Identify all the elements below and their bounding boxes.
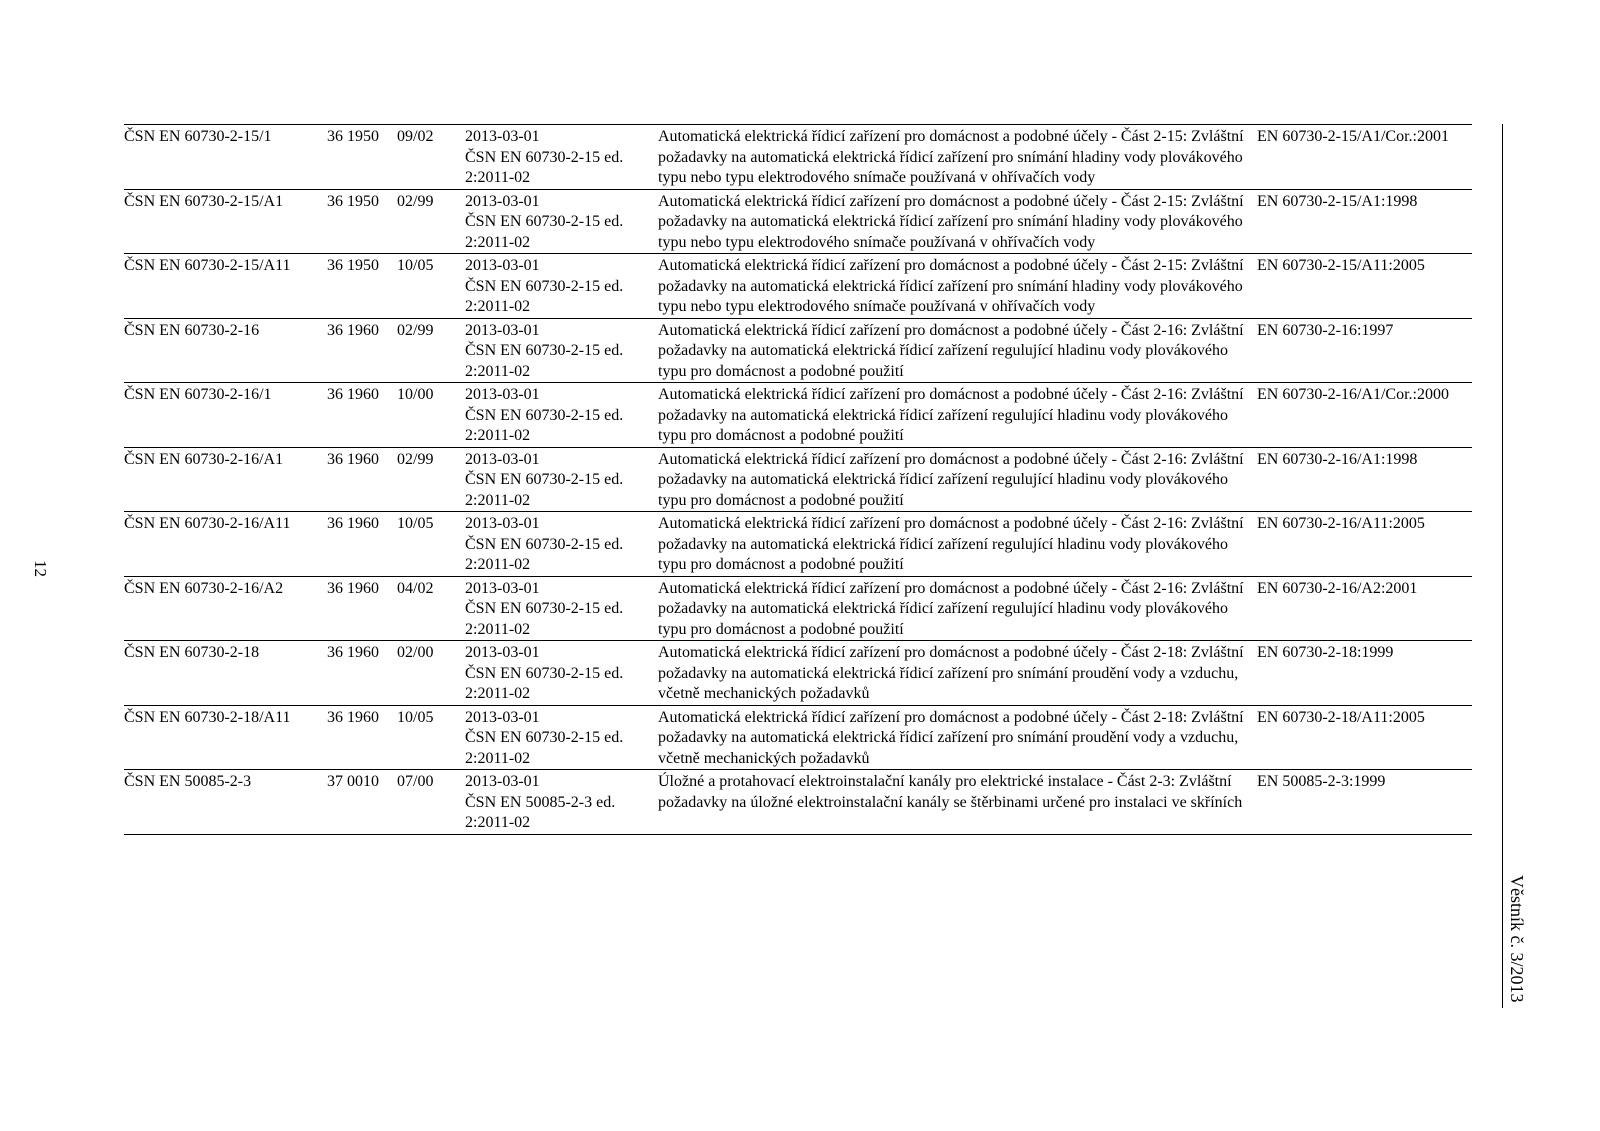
replacement-line: 2013-03-01 [465,257,540,274]
standard-title: Automatická elektrická řídicí zařízení pro domácnost a podobné účely - Část 2-15: Zvláštní požadavky na automatická elektrická řídicí zařízení pro snímání hladiny vody plovákového typu nebo typu elektrodového snímače používaná v ohřívačích vody [658,128,1244,186]
replacement-line: 2013-03-01 [465,708,540,726]
replacement-info [465,512,658,577]
standard-code: ČSN EN 60730-2-18/A11 [124,708,291,726]
standard-code: ČSN EN 60730-2-16/1 [124,386,272,403]
standard-title: Automatická elektrická řídicí zařízení pro domácnost a podobné účely - Část 2-18: Zvláštní požadavky na automatická elektrická řídicí zařízení pro snímání proudění vody a vzduchu, včetně mechanických požadavků [658,644,1244,702]
standards-table-body [124,125,1472,835]
journal-label: Věstník č. 3/2013 [1507,875,1527,1003]
replacement-line: 2:2011-02 [465,814,531,831]
replacement-info [465,383,658,448]
issue-date: 10/05 [397,515,434,532]
replacement-line: 2013-03-01 [465,644,540,661]
standard-title: Automatická elektrická řídicí zařízení pro domácnost a podobné účely - Část 2-18: Zvláštní požadavky na automatická elektrická řídicí zařízení pro snímání proudění vody a vzduchu, včetně mechanických požadavků [658,708,1244,767]
replacement-line: 2:2011-02 [465,169,531,186]
en-reference: EN 60730-2-16/A1:1998 [1257,450,1418,468]
replacement-line: 2013-03-01 [465,773,540,790]
replacement-line: ČSN EN 60730-2-15 ed. [465,664,624,682]
standard-title: Automatická elektrická řídicí zařízení pro domácnost a podobné účely - Část 2-16: Zvláštní požadavky na automatická elektrická řídicí zařízení regulující hladinu vody plovákového typu pro domácnost a podobné použití [658,386,1244,444]
replacement-line: 2:2011-02 [465,749,531,767]
replacement-line: ČSN EN 60730-2-15 ed. [465,406,624,424]
table-row [124,641,1472,706]
class-number: 36 1960 [327,644,379,661]
replacement-line: 2013-03-01 [465,321,540,339]
replacement-line: ČSN EN 60730-2-15 ed. [465,600,624,617]
replacement-line: 2:2011-02 [465,362,531,380]
issue-date: 02/99 [397,450,434,468]
en-reference: EN 60730-2-16/A2:2001 [1257,579,1418,597]
class-number: 36 1960 [327,579,379,597]
standard-code: ČSN EN 60730-2-16/A11 [124,515,291,532]
replacement-info [465,705,658,770]
replacement-info [465,125,658,190]
replacement-info [465,770,658,835]
replacement-line: 2013-03-01 [465,192,540,210]
standard-code: ČSN EN 60730-2-18 [124,644,260,661]
en-reference: EN 60730-2-18:1999 [1257,644,1394,661]
standard-code: ČSN EN 60730-2-15/A11 [124,257,291,274]
replacement-line: 2:2011-02 [465,233,531,251]
standard-code: ČSN EN 60730-2-15/A1 [124,192,284,210]
standard-title: Automatická elektrická řídicí zařízení pro domácnost a podobné účely - Část 2-16: Zvláštní požadavky na automatická elektrická řídicí zařízení regulující hladinu vody plovákového typu pro domácnost a podobné použití [658,450,1244,509]
standard-title: Automatická elektrická řídicí zařízení pro domácnost a podobné účely - Část 2-15: Zvláštní požadavky na automatická elektrická řídicí zařízení pro snímání hladiny vody plovákového typu nebo typu elektrodového snímače používaná v ohřívačích vody [658,257,1244,315]
standard-code: ČSN EN 60730-2-16/A2 [124,579,284,597]
issue-date: 10/05 [397,708,434,726]
table-row [124,576,1472,641]
en-reference: EN 60730-2-15/A1:1998 [1257,192,1418,210]
table-row [124,770,1472,835]
replacement-line: 2:2011-02 [465,685,531,702]
replacement-line: 2013-03-01 [465,515,540,532]
replacement-line: ČSN EN 60730-2-15 ed. [465,535,624,553]
issue-date: 02/99 [397,192,434,210]
replacement-line: 2:2011-02 [465,620,531,638]
replacement-info [465,318,658,383]
replacement-line: ČSN EN 60730-2-15 ed. [465,729,624,746]
replacement-line: 2013-03-01 [465,450,540,468]
replacement-info [465,641,658,706]
standard-title: Automatická elektrická řídicí zařízení pro domácnost a podobné účely - Část 2-16: Zvláštní požadavky na automatická elektrická řídicí zařízení regulující hladinu vody plovákového typu pro domácnost a podobné použití [658,579,1244,638]
standard-code: ČSN EN 60730-2-15/1 [124,128,272,145]
class-number: 36 1960 [327,321,379,339]
replacement-line: ČSN EN 60730-2-15 ed. [465,148,624,166]
table-row [124,447,1472,512]
replacement-line: ČSN EN 60730-2-15 ed. [465,471,624,488]
class-number: 36 1960 [327,515,379,532]
replacement-line: ČSN EN 60730-2-15 ed. [465,342,624,359]
issue-date: 02/99 [397,321,434,339]
issue-date: 09/02 [397,128,434,145]
table-row [124,512,1472,577]
replacement-line: ČSN EN 60730-2-15 ed. [465,213,624,230]
replacement-info [465,576,658,641]
en-reference: EN 60730-2-16:1997 [1257,321,1394,339]
side-rule [1502,124,1503,1008]
replacement-info [465,254,658,319]
standard-title: Úložné a protahovací elektroinstalační kanály pro elektrické instalace - Část 2-3: Zvláštní požadavky na úložné elektroinstalační kanály se štěrbinami určené pro instalaci ve skříních [658,773,1243,811]
replacement-info [465,189,658,254]
en-reference: EN 60730-2-15/A11:2005 [1257,257,1425,274]
en-reference: EN 50085-2-3:1999 [1257,773,1386,790]
standard-code: ČSN EN 60730-2-16/A1 [124,450,284,468]
class-number: 37 0010 [327,773,379,790]
replacement-line: 2:2011-02 [465,556,531,573]
replacement-line: 2:2011-02 [465,491,531,509]
table-row [124,254,1472,319]
en-reference: EN 60730-2-15/A1/Cor.:2001 [1257,128,1449,145]
replacement-line: 2013-03-01 [465,128,540,145]
replacement-line: 2:2011-02 [465,298,531,315]
class-number: 36 1960 [327,708,379,726]
replacement-line: 2013-03-01 [465,579,540,597]
en-reference: EN 60730-2-18/A11:2005 [1257,708,1425,726]
issue-date: 07/00 [397,773,434,790]
replacement-line: ČSN EN 50085-2-3 ed. [465,793,616,811]
replacement-line: 2:2011-02 [465,427,531,444]
issue-date: 02/00 [397,644,434,661]
standard-title: Automatická elektrická řídicí zařízení pro domácnost a podobné účely - Část 2-16: Zvláštní požadavky na automatická elektrická řídicí zařízení regulující hladinu vody plovákového typu pro domácnost a podobné použití [658,515,1244,573]
en-reference: EN 60730-2-16/A1/Cor.:2000 [1257,386,1449,403]
standard-code: ČSN EN 60730-2-16 [124,321,260,339]
standard-title: Automatická elektrická řídicí zařízení pro domácnost a podobné účely - Část 2-16: Zvláštní požadavky na automatická elektrická řídicí zařízení regulující hladinu vody plovákového typu pro domácnost a podobné použití [658,321,1244,380]
standard-code: ČSN EN 50085-2-3 [124,773,252,790]
issue-date: 10/00 [397,386,434,403]
standards-table [124,124,1472,835]
table-row [124,705,1472,770]
table-row [124,125,1472,190]
table-row [124,383,1472,448]
replacement-line: 2013-03-01 [465,386,540,403]
class-number: 36 1950 [327,257,379,274]
page-number: 12 [31,560,50,577]
class-number: 36 1960 [327,450,379,468]
class-number: 36 1950 [327,192,379,210]
replacement-line: ČSN EN 60730-2-15 ed. [465,277,624,295]
class-number: 36 1960 [327,386,379,403]
issue-date: 10/05 [397,257,434,274]
issue-date: 04/02 [397,579,434,597]
class-number: 36 1950 [327,128,379,145]
table-row [124,318,1472,383]
en-reference: EN 60730-2-16/A11:2005 [1257,515,1425,532]
table-row [124,189,1472,254]
standard-title: Automatická elektrická řídicí zařízení pro domácnost a podobné účely - Část 2-15: Zvláštní požadavky na automatická elektrická řídicí zařízení pro snímání hladiny vody plovákového typu nebo typu elektrodového snímače používaná v ohřívačích vody [658,192,1244,251]
replacement-info [465,447,658,512]
